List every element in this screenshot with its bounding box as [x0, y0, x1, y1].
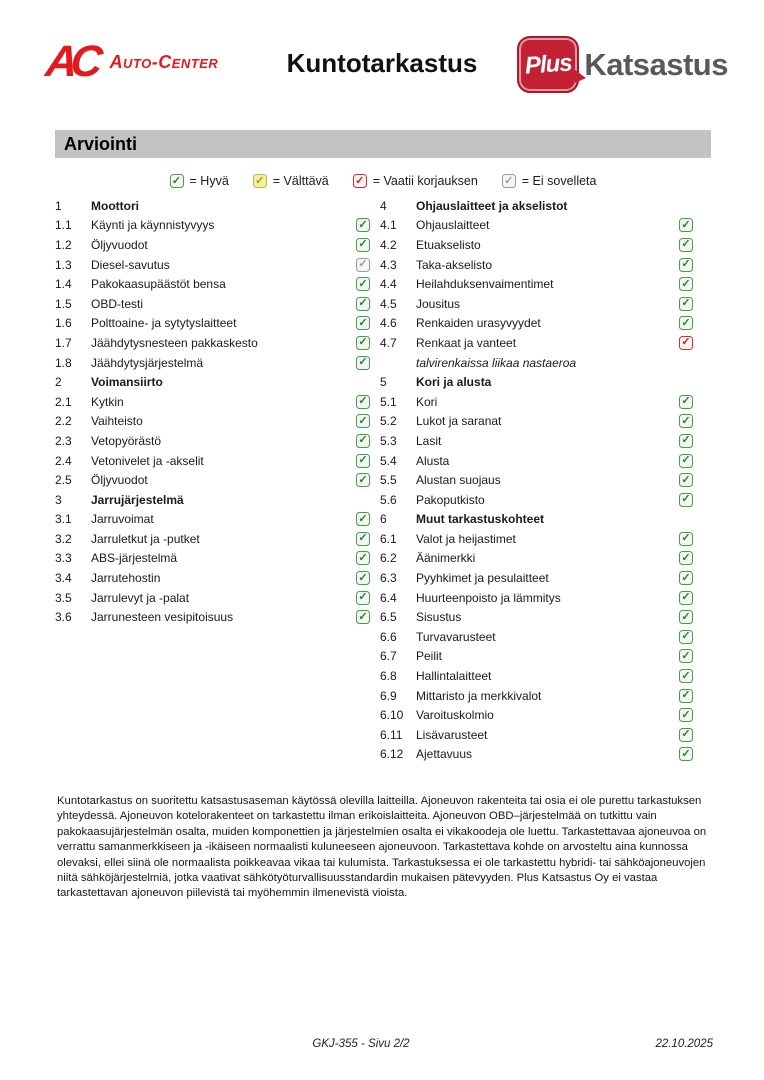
- item-label: Jarrulevyt ja -palat: [91, 590, 190, 605]
- item-label: Voimansiirto: [91, 375, 163, 390]
- item-number: 6.3: [380, 571, 397, 586]
- item-label: Huurteenpoisto ja lämmitys: [416, 590, 561, 605]
- status-checkbox-good: ✓: [679, 669, 693, 683]
- item-label: Varoituskolmio: [416, 708, 494, 723]
- item-number: 6.10: [380, 708, 404, 723]
- checklist-item-row: [380, 745, 693, 765]
- item-label: Kytkin: [91, 394, 124, 409]
- item-label: Jäähdytysnesteen pakkaskesto: [91, 335, 258, 350]
- item-label: Moottori: [91, 198, 139, 213]
- status-checkbox-good: ✓: [356, 316, 370, 330]
- checklist-item-row: [55, 451, 370, 471]
- item-label: Polttoaine- ja sytytyslaitteet: [91, 316, 237, 331]
- item-label: Turvavarusteet: [416, 629, 496, 644]
- item-label: Käynti ja käynnistyvyys: [91, 218, 215, 233]
- checklist-item-row: [55, 274, 370, 294]
- plus-badge-label: Plus: [524, 48, 573, 80]
- item-label: Renkaiden urasyvyydet: [416, 316, 541, 331]
- checklist-item-row: [380, 470, 693, 490]
- footer-date: 22.10.2025: [655, 1038, 713, 1050]
- item-number: 2.5: [55, 473, 72, 488]
- item-number: 1: [55, 198, 62, 213]
- footer-page-label: GKJ-355 - Sivu 2/2: [312, 1038, 410, 1050]
- checklist-item-row: [380, 216, 693, 236]
- legend-item-good: [170, 174, 229, 188]
- status-checkbox-good: ✓: [356, 512, 370, 526]
- auto-center-logo-mark: AC: [43, 37, 99, 86]
- checklist-item-row: [380, 686, 693, 706]
- item-number: 5.6: [380, 492, 397, 507]
- section-bar-arviointi: [55, 130, 711, 158]
- disclaimer-text: Kuntotarkastus on suoritettu katsastusaseman käytössä olevilla laitteilla. Ajoneuvon rakenteita tai osia ei ole purettu tarkastuksen yhteydessä. Ajoneuvon kotelorakenteet on tarkastettu ilman erikoislaitteita. Ajoneuvon OBD–järjestelmää on tutkittu vain pakokaasujärjestelmän osalta, muiden komponettien ja järjestelmien osalta ei vikakoodeja ole luettu. Tarkastettavaa ajoneuvoa on verrattu samanmerkkiseen ja -ikäiseen normaalisti kuluneeseen ajoneuvoon. Tarkastettava kohde on arvosteltu aina kunnossa olevaksi, ellei siinä ole normaalista poikkeavaa vikaa tai kulumista. Tarkastuksessa ei ole tarkastettu hybridi- tai sähköajoneuvojen niitä sähköjärjestelmiä, jotka vaativat sähkötyöturvallisuusstandardin mukaisen pätevyyden. Plus Katsastus Oy ei vastaa tarkastettavan ajoneuvon piilevistä tai myöhemmin ilmenevistä vioista.: [57, 795, 707, 900]
- item-number: 5: [380, 375, 387, 390]
- item-label: Hallintalaitteet: [416, 669, 492, 684]
- item-number: 5.5: [380, 473, 397, 488]
- section-bar-title: Arviointi: [64, 133, 138, 154]
- status-checkbox-good: ✓: [679, 591, 693, 605]
- item-number: 4.1: [380, 218, 397, 233]
- checklist-item-row: [380, 647, 693, 667]
- item-number: 2.2: [55, 414, 72, 429]
- status-checkbox-good: ✓: [356, 473, 370, 487]
- item-number: 4.6: [380, 316, 397, 331]
- item-number: 3.1: [55, 512, 72, 527]
- checklist-item-row: [380, 529, 693, 549]
- checklist-note-row: [380, 353, 693, 373]
- item-label: Jarrujärjestelmä: [91, 492, 184, 507]
- status-checkbox-good: ✓: [170, 174, 184, 188]
- checklist-section-row: [380, 510, 693, 530]
- item-number: 6.1: [380, 531, 397, 546]
- status-checkbox-good: ✓: [679, 571, 693, 585]
- checklist-item-row: [55, 216, 370, 236]
- status-checkbox-repair: ✓: [353, 174, 367, 188]
- item-number: 6.2: [380, 551, 397, 566]
- item-label: Renkaat ja vanteet: [416, 335, 517, 350]
- checklist-item-row: [380, 235, 693, 255]
- status-legend: [55, 170, 711, 192]
- item-number: 1.6: [55, 316, 72, 331]
- status-checkbox-good: ✓: [356, 356, 370, 370]
- item-label: Jäähdytysjärjestelmä: [91, 355, 204, 370]
- legend-item-fair: [253, 174, 329, 188]
- checklist-column-left: [55, 196, 370, 627]
- item-number: 3.2: [55, 531, 72, 546]
- checklist-item-row: [55, 431, 370, 451]
- checklist-item-row: [380, 549, 693, 569]
- checklist-item-row: [55, 353, 370, 373]
- item-label: Sisustus: [416, 610, 462, 625]
- checklist-section-row: [380, 372, 693, 392]
- item-label: Lasit: [416, 433, 442, 448]
- item-number: 4: [380, 198, 387, 213]
- item-label: Pakoputkisto: [416, 492, 485, 507]
- item-number: 6.11: [380, 727, 403, 742]
- item-remark: talvirenkaissa liikaa nastaeroa: [416, 355, 577, 370]
- checklist-item-row: [55, 470, 370, 490]
- item-label: Kori: [416, 394, 438, 409]
- item-number: 3.4: [55, 571, 72, 586]
- item-number: 1.1: [55, 218, 72, 233]
- status-checkbox-good: ✓: [679, 218, 693, 232]
- checklist-item-row: [55, 588, 370, 608]
- status-checkbox-good: ✓: [679, 728, 693, 742]
- item-number: 1.8: [55, 355, 72, 370]
- item-label: Pakokaasupäästöt bensa: [91, 277, 226, 292]
- status-checkbox-good: ✓: [356, 571, 370, 585]
- item-label: Muut tarkastuskohteet: [416, 512, 545, 527]
- status-checkbox-good: ✓: [679, 258, 693, 272]
- item-number: 5.1: [380, 394, 397, 409]
- item-number: 5.3: [380, 433, 397, 448]
- item-number: 3.5: [55, 590, 72, 605]
- plus-badge-icon: [517, 36, 579, 93]
- checklist-section-row: [380, 196, 693, 216]
- item-label: Alusta: [416, 453, 450, 468]
- item-label: Alustan suojaus: [416, 473, 501, 488]
- item-number: 4.3: [380, 257, 397, 272]
- checklist-item-row: [380, 451, 693, 471]
- status-checkbox-good: ✓: [356, 532, 370, 546]
- item-number: 1.4: [55, 277, 72, 292]
- item-number: 6.5: [380, 610, 397, 625]
- checklist-item-row: [380, 274, 693, 294]
- plus-katsastus-logo: [517, 36, 728, 93]
- checklist-section-row: [55, 372, 370, 392]
- checklist-item-row: [380, 705, 693, 725]
- status-checkbox-good: ✓: [679, 610, 693, 624]
- checklist-item-row: [380, 333, 693, 353]
- status-checkbox-good: ✓: [356, 454, 370, 468]
- checklist-item-row: [380, 392, 693, 412]
- item-label: Ohjauslaitteet ja akselistot: [416, 198, 568, 213]
- item-label: ABS-järjestelmä: [91, 551, 178, 566]
- item-label: Ohjauslaitteet: [416, 218, 490, 233]
- legend-item-na: [502, 174, 597, 188]
- item-number: 2.4: [55, 453, 72, 468]
- checklist-item-row: [55, 568, 370, 588]
- item-label: Jarrutehostin: [91, 571, 161, 586]
- status-checkbox-good: ✓: [679, 238, 693, 252]
- status-checkbox-good: ✓: [356, 434, 370, 448]
- status-checkbox-good: ✓: [679, 434, 693, 448]
- checklist-item-row: [55, 529, 370, 549]
- item-label: Heilahduksenvaimentimet: [416, 277, 554, 292]
- status-checkbox-good: ✓: [679, 708, 693, 722]
- item-label: Valot ja heijastimet: [416, 531, 516, 546]
- item-label: Diesel-savutus: [91, 257, 170, 272]
- checklist-item-row: [380, 255, 693, 275]
- item-number: 6: [380, 512, 387, 527]
- status-checkbox-good: ✓: [679, 551, 693, 565]
- status-checkbox-good: ✓: [356, 551, 370, 565]
- item-number: 3.6: [55, 610, 72, 625]
- checklist-item-row: [55, 392, 370, 412]
- checklist-item-row: [380, 588, 693, 608]
- status-checkbox-good: ✓: [356, 238, 370, 252]
- item-label: Jarruvoimat: [91, 512, 154, 527]
- status-checkbox-good: ✓: [356, 336, 370, 350]
- checklist-item-row: [380, 568, 693, 588]
- checklist-item-row: [55, 333, 370, 353]
- item-number: 5.4: [380, 453, 397, 468]
- plus-badge-tail-icon: [575, 70, 586, 83]
- status-checkbox-good: ✓: [679, 395, 693, 409]
- status-checkbox-good: ✓: [356, 218, 370, 232]
- checklist-item-row: [380, 607, 693, 627]
- status-checkbox-good: ✓: [679, 532, 693, 546]
- checklist-item-row: [55, 235, 370, 255]
- status-checkbox-good: ✓: [679, 493, 693, 507]
- checklist-section-row: [55, 490, 370, 510]
- checklist-item-row: [380, 314, 693, 334]
- item-label: Lukot ja saranat: [416, 414, 502, 429]
- item-label: Vaihteisto: [91, 414, 143, 429]
- item-number: 1.2: [55, 237, 72, 252]
- status-checkbox-good: ✓: [679, 689, 693, 703]
- item-number: 3.3: [55, 551, 72, 566]
- item-number: 1.5: [55, 296, 72, 311]
- item-label: Öljyvuodot: [91, 473, 148, 488]
- checklist-item-row: [55, 607, 370, 627]
- item-label: Jarruletkut ja -putket: [91, 531, 200, 546]
- item-number: 3: [55, 492, 62, 507]
- auto-center-logo-name: Auto-Center: [109, 51, 219, 72]
- item-number: 4.5: [380, 296, 397, 311]
- item-label: OBD-testi: [91, 296, 144, 311]
- checklist-item-row: [380, 431, 693, 451]
- status-checkbox-good: ✓: [679, 316, 693, 330]
- checklist-item-row: [55, 549, 370, 569]
- item-label: Taka-akselisto: [416, 257, 493, 272]
- report-header: [0, 0, 764, 115]
- status-checkbox-good: ✓: [679, 454, 693, 468]
- item-label: Pyyhkimet ja pesulaitteet: [416, 571, 549, 586]
- status-checkbox-good: ✓: [679, 473, 693, 487]
- checklist-item-row: [55, 412, 370, 432]
- status-checkbox-na: ✓: [502, 174, 516, 188]
- item-number: 4.4: [380, 277, 397, 292]
- checklist-section-row: [55, 196, 370, 216]
- item-label: Ajettavuus: [416, 747, 473, 762]
- legend-label: = Ei sovelleta: [521, 174, 597, 188]
- item-label: Jarrunesteen vesipitoisuus: [91, 610, 234, 625]
- item-number: 6.4: [380, 590, 397, 605]
- item-label: Öljyvuodot: [91, 237, 148, 252]
- status-checkbox-good: ✓: [679, 277, 693, 291]
- status-checkbox-good: ✓: [356, 591, 370, 605]
- status-checkbox-good: ✓: [356, 395, 370, 409]
- legend-label: = Hyvä: [189, 174, 229, 188]
- item-number: 1.7: [55, 335, 72, 350]
- status-checkbox-good: ✓: [679, 414, 693, 428]
- checklist-column-right: [380, 196, 693, 764]
- item-label: Lisävarusteet: [416, 727, 488, 742]
- status-checkbox-good: ✓: [679, 747, 693, 761]
- page-title: Kuntotarkastus: [286, 48, 478, 78]
- item-number: 2.1: [55, 394, 72, 409]
- status-checkbox-good: ✓: [356, 414, 370, 428]
- status-checkbox-good: ✓: [356, 610, 370, 624]
- checklist-item-row: [380, 490, 693, 510]
- checklist-item-row: [55, 255, 370, 275]
- checklist-item-row: [55, 510, 370, 530]
- item-number: 6.8: [380, 669, 397, 684]
- checklist-item-row: [380, 294, 693, 314]
- item-number: 2.3: [55, 433, 72, 448]
- item-number: 5.2: [380, 414, 397, 429]
- plus-katsastus-name: Katsastus: [584, 46, 728, 82]
- item-number: 6.6: [380, 629, 397, 644]
- status-checkbox-good: ✓: [356, 297, 370, 311]
- item-number: 6.7: [380, 649, 397, 664]
- status-checkbox-good: ✓: [679, 630, 693, 644]
- legend-label: = Välttävä: [272, 174, 329, 188]
- status-checkbox-good: ✓: [679, 649, 693, 663]
- legend-label: = Vaatii korjauksen: [372, 174, 478, 188]
- item-number: 2: [55, 375, 62, 390]
- item-label: Peilit: [416, 649, 443, 664]
- item-number: 4.2: [380, 237, 397, 252]
- item-number: 1.3: [55, 257, 72, 272]
- item-number: 6.12: [380, 747, 404, 762]
- item-label: Mittaristo ja merkkivalot: [416, 688, 542, 703]
- checklist-item-row: [380, 725, 693, 745]
- checklist-item-row: [380, 666, 693, 686]
- item-number: 6.9: [380, 688, 397, 703]
- item-label: Kori ja alusta: [416, 375, 492, 390]
- status-checkbox-repair: ✓: [679, 336, 693, 350]
- status-checkbox-good: ✓: [679, 297, 693, 311]
- item-label: Äänimerkki: [416, 551, 476, 566]
- legend-item-repair: [353, 174, 478, 188]
- item-label: Vetopyörästö: [91, 433, 162, 448]
- status-checkbox-fair: ✓: [253, 174, 267, 188]
- checklist-item-row: [55, 294, 370, 314]
- checklist-item-row: [55, 314, 370, 334]
- checklist-item-row: [380, 412, 693, 432]
- item-label: Jousitus: [416, 296, 461, 311]
- item-label: Vetonivelet ja -akselit: [91, 453, 204, 468]
- status-checkbox-na: ✓: [356, 258, 370, 272]
- status-checkbox-good: ✓: [356, 277, 370, 291]
- item-label: Etuakselisto: [416, 237, 481, 252]
- item-number: 4.7: [380, 335, 397, 350]
- checklist-item-row: [380, 627, 693, 647]
